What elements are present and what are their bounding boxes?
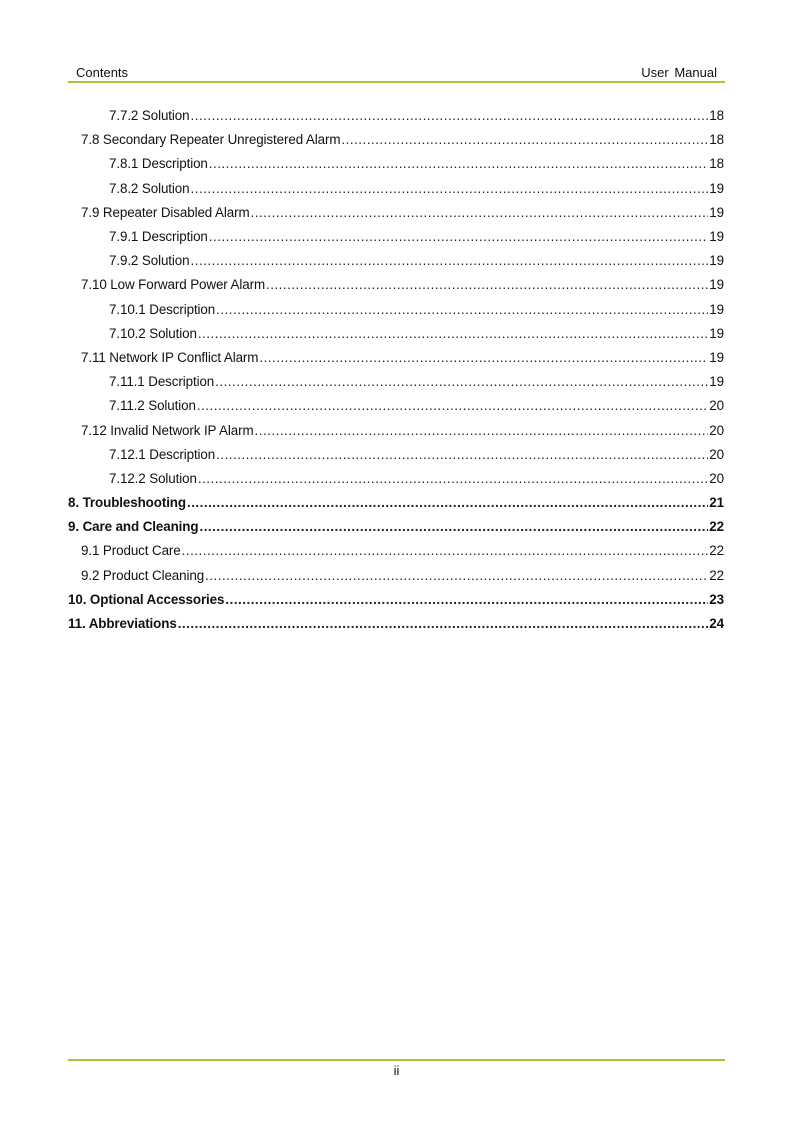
toc-entry-title: 7.9.2 Solution bbox=[109, 253, 190, 269]
toc-dot-leader bbox=[251, 205, 709, 221]
toc-entry-title: 7.8 Secondary Repeater Unregistered Alarm bbox=[81, 132, 341, 148]
footer-rule bbox=[68, 1059, 725, 1061]
toc-entry-title: 8. Troubleshooting bbox=[68, 495, 186, 511]
toc-dot-leader bbox=[216, 447, 708, 463]
toc-entry[interactable] bbox=[68, 418, 724, 442]
toc-entry[interactable] bbox=[68, 612, 724, 636]
toc-entry-page: 19 bbox=[709, 253, 724, 269]
toc-entry-title: 9. Care and Cleaning bbox=[68, 519, 199, 535]
toc-entry[interactable] bbox=[68, 225, 724, 249]
toc-dot-leader bbox=[198, 471, 708, 487]
toc-entry-page: 19 bbox=[709, 277, 724, 293]
toc-entry-title: 11. Abbreviations bbox=[68, 616, 177, 632]
toc-entry-title: 7.10.2 Solution bbox=[109, 325, 197, 341]
toc-entry-title: 10. Optional Accessories bbox=[68, 591, 225, 607]
header-rule bbox=[68, 81, 725, 83]
toc-entry-page: 19 bbox=[709, 301, 724, 317]
toc-entry[interactable] bbox=[68, 298, 724, 322]
page-number: ii bbox=[393, 1063, 400, 1078]
toc-dot-leader bbox=[341, 132, 708, 148]
toc-dot-leader bbox=[216, 302, 708, 318]
toc-entry[interactable] bbox=[68, 273, 724, 297]
toc-entry-page: 19 bbox=[709, 374, 724, 390]
toc-entry-title: 7.12 Invalid Network IP Alarm bbox=[81, 422, 254, 438]
toc-entry[interactable] bbox=[68, 104, 724, 128]
toc-dot-leader bbox=[198, 326, 708, 342]
toc-entry-page: 19 bbox=[709, 229, 724, 245]
toc-entry-title: 7.9.1 Description bbox=[109, 229, 208, 245]
toc-dot-leader bbox=[191, 108, 709, 124]
toc-entry[interactable] bbox=[68, 491, 724, 515]
toc-dot-leader bbox=[182, 543, 709, 559]
toc-entry[interactable] bbox=[68, 177, 724, 201]
toc-entry[interactable] bbox=[68, 394, 724, 418]
toc-entry[interactable] bbox=[68, 443, 724, 467]
toc-dot-leader bbox=[191, 253, 709, 269]
toc-entry[interactable] bbox=[68, 346, 724, 370]
toc-entry[interactable] bbox=[68, 201, 724, 225]
toc-entry-title: 7.10 Low Forward Power Alarm bbox=[81, 277, 266, 293]
toc-entry-title: 7.11.2 Solution bbox=[109, 398, 196, 414]
toc-entry-title: 7.11.1 Description bbox=[109, 374, 215, 390]
toc-entry[interactable] bbox=[68, 152, 724, 176]
toc-dot-leader bbox=[191, 181, 709, 197]
toc-entry-title: 7.8.2 Solution bbox=[109, 180, 190, 196]
toc-entry-title: 7.12.1 Description bbox=[109, 446, 216, 462]
toc-dot-leader bbox=[266, 277, 708, 293]
page-header bbox=[68, 64, 725, 82]
toc-entry-page: 19 bbox=[709, 349, 724, 365]
toc-dot-leader bbox=[225, 592, 708, 608]
toc-entry[interactable] bbox=[68, 249, 724, 273]
toc-entry-title: 7.10.1 Description bbox=[109, 301, 216, 317]
toc-entry[interactable] bbox=[68, 588, 724, 612]
toc-entry[interactable] bbox=[68, 467, 724, 491]
toc-entry-page: 20 bbox=[709, 398, 724, 414]
toc-entry-page: 18 bbox=[709, 132, 724, 148]
toc-entry-page: 23 bbox=[709, 591, 724, 607]
toc-entry-title: 9.2 Product Cleaning bbox=[81, 567, 205, 583]
toc-entry-page: 20 bbox=[709, 422, 724, 438]
toc-entry[interactable] bbox=[68, 128, 724, 152]
toc-entry[interactable] bbox=[68, 515, 724, 539]
toc-dot-leader bbox=[215, 374, 708, 390]
toc-entry-page: 20 bbox=[709, 470, 724, 486]
toc-entry[interactable] bbox=[68, 322, 724, 346]
toc-entry-page: 19 bbox=[709, 180, 724, 196]
toc-entry-title: 9.1 Product Care bbox=[81, 543, 181, 559]
toc-entry-page: 21 bbox=[709, 495, 724, 511]
toc-entry-page: 19 bbox=[709, 325, 724, 341]
toc-entry[interactable] bbox=[68, 564, 724, 588]
toc-dot-leader bbox=[259, 350, 708, 366]
toc-entry[interactable] bbox=[68, 370, 724, 394]
toc-dot-leader bbox=[199, 519, 708, 535]
toc-dot-leader bbox=[209, 156, 709, 172]
toc-dot-leader bbox=[255, 423, 709, 439]
toc-entry-page: 24 bbox=[709, 616, 724, 632]
toc-entry-page: 22 bbox=[709, 519, 724, 535]
toc-entry[interactable] bbox=[68, 539, 724, 563]
table-of-contents bbox=[68, 104, 724, 636]
header-section-title: Contents bbox=[76, 65, 129, 80]
toc-dot-leader bbox=[197, 398, 708, 414]
toc-entry-page: 18 bbox=[709, 108, 724, 124]
toc-entry-title: 7.7.2 Solution bbox=[109, 108, 190, 124]
toc-dot-leader bbox=[205, 568, 708, 584]
toc-entry-page: 22 bbox=[709, 567, 724, 583]
toc-entry-title: 7.9 Repeater Disabled Alarm bbox=[81, 204, 250, 220]
toc-entry-title: 7.12.2 Solution bbox=[109, 470, 197, 486]
toc-entry-page: 20 bbox=[709, 446, 724, 462]
toc-entry-page: 22 bbox=[709, 543, 724, 559]
toc-dot-leader bbox=[187, 495, 708, 511]
toc-entry-page: 19 bbox=[709, 204, 724, 220]
toc-dot-leader bbox=[209, 229, 709, 245]
toc-entry-page: 18 bbox=[709, 156, 724, 172]
toc-entry-title: 7.8.1 Description bbox=[109, 156, 208, 172]
toc-entry-title: 7.11 Network IP Conflict Alarm bbox=[81, 349, 259, 365]
toc-dot-leader bbox=[178, 616, 709, 632]
header-document-title: User Manual bbox=[641, 65, 717, 80]
